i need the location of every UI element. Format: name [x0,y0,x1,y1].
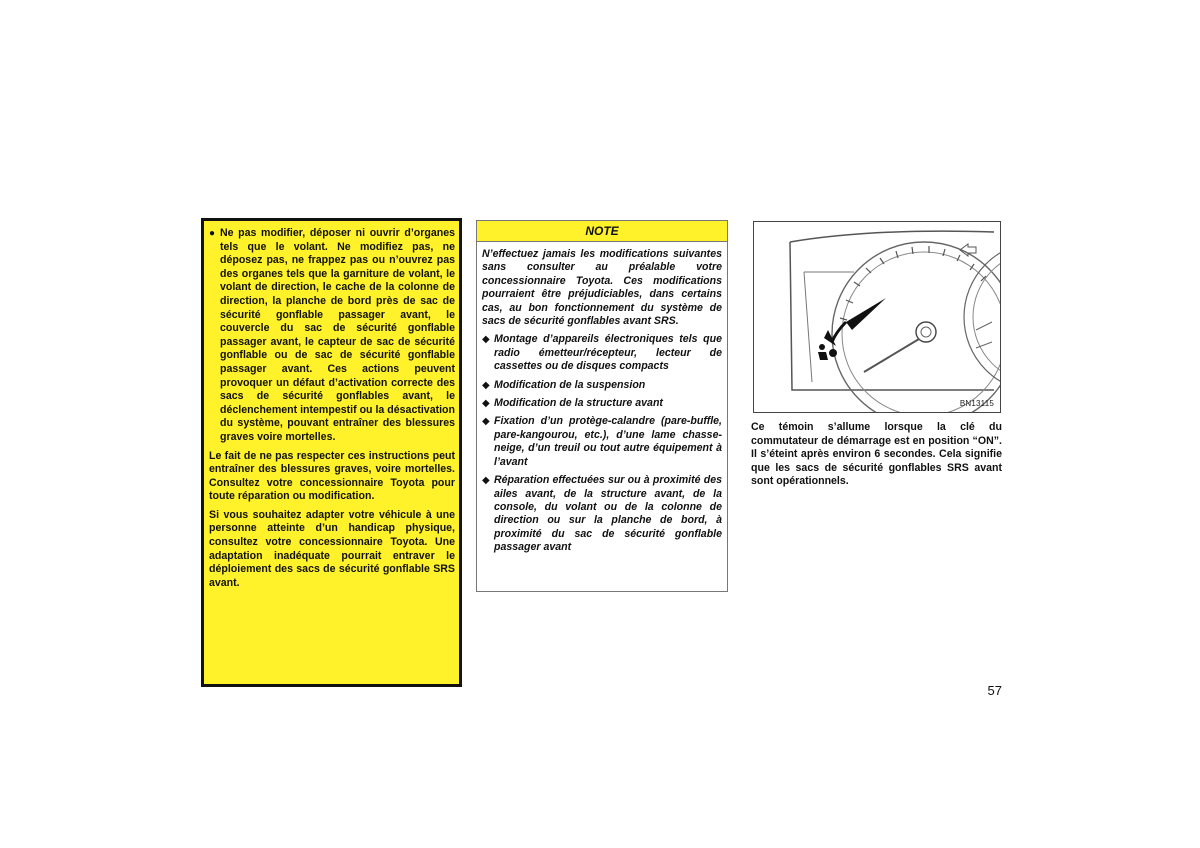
note-item-text: Fixation d’un protège-calandre (pare-buffle, pare-kangourou, etc.), d’une lame chasse-neige, d’un treuil ou tout autre équipement à l’avant [494,415,722,468]
figure-caption: Ce témoin s’allume lorsque la clé du commutateur de démarrage est en position “ON”. Il s’éteint après environ 6 secondes. Cela signifie que les sacs de sécurité gonflables SRS avant sont opérationnels. [751,421,1002,488]
bullet-dot-icon: ● [209,228,216,239]
note-intro: N’effectuez jamais les modifications suivantes sans consulter au préalable votre concessionnaire Toyota. Ces modifications pourraient être préjudiciables, dans certains cas, au bon fonctionnement du système de sacs de sécurité gonflables avant SRS. [482,248,722,328]
note-item-text: Montage d’appareils électroniques tels que radio émetteur/récepteur, lecteur de cassettes ou de disques compacts [494,333,722,373]
note-title: NOTE [477,221,727,242]
page-number: 57 [987,683,1002,698]
diamond-bullet-icon: ◆ [482,334,490,346]
airbag-warning-icon [818,344,837,360]
note-item-text: Modification de la structure avant [494,397,663,410]
note-item-text: Modification de la suspension [494,378,646,391]
diamond-bullet-icon: ◆ [482,398,490,410]
warning-box [201,218,462,687]
warning-paragraph-2: Si vous souhaitez adapter votre véhicule à une personne atteinte d’un handicap physique, consultez votre concessionnaire Toyota. Une adaptation inadéquate pourrait entraver le déploiement des sacs de sécurité gonflable SRS avant. [209,508,455,589]
note-item-text: Réparation effectuées sur ou à proximité des ailes avant, de la structure avant, de la console, du volant ou de la colonne de direction ou sur la planche de bord, à proximité du sac de sécurité gonflable passager avant [494,474,722,554]
instrument-cluster-illustration [754,222,1000,412]
note-list-item [482,333,722,373]
diamond-bullet-icon: ◆ [482,475,490,487]
diamond-bullet-icon: ◆ [482,379,490,391]
note-list-item [482,379,722,392]
note-body [477,242,727,555]
warning-bullet-paragraph [209,227,455,445]
note-list-item [482,397,722,410]
figure-code: BN13115 [959,399,994,408]
warning-bullet-text: Ne pas modifier, déposer ni ouvrir d’organes tels que le volant. Ne modifiez pas, ne déposez pas, ne frappez pas ou n’ouvrez pas des organes tels que la garniture de volant, le volant de direction, le cache de la colonne de direction, la planche de bord près de sac de sécurité gonflable passager avant, le couvercle du sac de sécurité gonflable passager avant, le capteur de sac de sécurité gonflable ou de sac de sécurité gonflable passager avant. Ces actions peuvent provoquer un défaut d’activation correcte des sacs de sécurité gonflables avant, le déclenchement intempestif ou la désactivation du système, pouvant entraîner des blessures graves voire mortelles. [220,227,455,443]
diamond-bullet-icon: ◆ [482,416,490,428]
note-list-item [482,474,722,554]
instrument-cluster-figure [753,221,1001,413]
note-box [476,220,728,592]
note-list-item [482,415,722,469]
warning-paragraph-1: Le fait de ne pas respecter ces instructions peut entraîner des blessures graves, voire mortelles. Consultez votre concessionnaire Toyota pour toute réparation ou modification. [209,449,455,503]
